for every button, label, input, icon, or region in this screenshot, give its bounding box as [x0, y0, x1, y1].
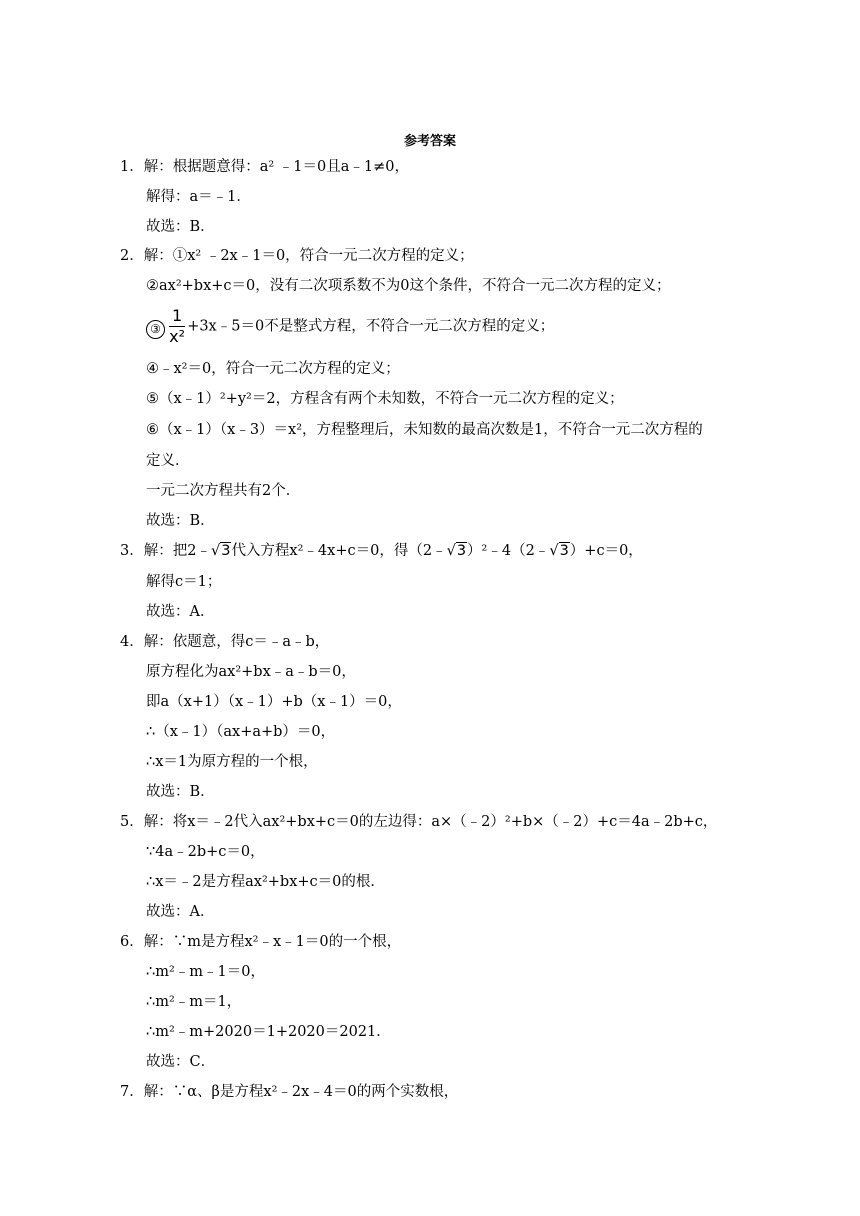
answer-2-line: 定义． — [146, 453, 190, 469]
sqrt-value: 3 — [221, 543, 231, 559]
fraction — [169, 306, 185, 347]
answer-2-line: 2．解：①x² ﹣2x﹣1＝0，符合一元二次方程的定义； — [120, 248, 474, 264]
answer-7-line: 7．解：∵α、β是方程x²﹣2x﹣4＝0的两个实数根， — [120, 1084, 459, 1100]
text-segment: ）²﹣4（2﹣ — [467, 543, 550, 559]
text-segment: 代入方程x²﹣4x+c＝0，得（2﹣ — [231, 543, 447, 559]
sqrt-3: √3 — [549, 543, 569, 559]
answer-2-fraction-line — [146, 306, 554, 347]
answer-4-line: ∴x＝1为原方程的一个根， — [146, 754, 318, 770]
answer-4-line: 4．解：依题意，得c＝﹣a﹣b， — [120, 634, 330, 650]
answer-1-line: 解得：a＝﹣1． — [146, 189, 251, 205]
circled-number-3: ③ — [146, 320, 165, 339]
fraction-numerator: 1 — [169, 306, 185, 327]
sqrt-value: 3 — [456, 543, 467, 559]
sqrt-3: √3 — [446, 543, 467, 559]
answer-6-line: ∴m²﹣m+2020＝1+2020＝2021． — [146, 1024, 391, 1040]
answer-5-line: ∴x＝﹣2是方程ax²+bx+c＝0的根． — [146, 874, 385, 890]
answer-6-line: ∴m²﹣m﹣1＝0， — [146, 964, 265, 980]
answer-2-line: 故选：B． — [146, 513, 215, 529]
sqrt-value: 3 — [559, 543, 569, 559]
fraction-denominator: x² — [169, 327, 186, 346]
answer-1-line: 故选：B． — [146, 219, 215, 235]
page-title: 参考答案 — [403, 134, 456, 149]
answer-6-line: 6．解：∵m是方程x²﹣x﹣1＝0的一个根， — [120, 934, 402, 950]
sqrt-3: √3 — [210, 543, 231, 559]
answer-4-line: ∴（x﹣1）（ax+a+b）＝0， — [146, 724, 336, 740]
answer-2-line: ④﹣x²＝0，符合一元二次方程的定义； — [146, 361, 400, 377]
answer-5-line: 故选：A． — [146, 904, 215, 920]
answer-1-line: 1．解：根据题意得：a² ﹣1＝0且a﹣1≠0， — [120, 159, 409, 175]
answer-4-line: 故选：B． — [146, 784, 215, 800]
answer-6-line: ∴m²﹣m＝1， — [146, 994, 242, 1010]
answer-2-line: 一元二次方程共有2个． — [146, 483, 301, 499]
text-segment: ）+c＝0， — [569, 543, 643, 559]
text-segment: 3．解：把2﹣ — [120, 543, 211, 559]
answer-3-line: 解得c＝1； — [146, 574, 222, 590]
answer-2-line: ⑤（x﹣1）²+y²＝2，方程含有两个未知数，不符合一元二次方程的定义； — [146, 391, 624, 407]
answer-3-sqrt-line — [120, 541, 643, 561]
answer-5-line: 5．解：将x＝﹣2代入ax²+bx+c＝0的左边得：a×（﹣2）²+b×（﹣2）+c＝4a﹣2b+c， — [120, 814, 718, 830]
answer-2-line: ②ax²+bx+c＝0，没有二次项系数不为0这个条件，不符合一元二次方程的定义； — [146, 278, 671, 294]
answer-3-line: 故选：A． — [146, 604, 215, 620]
answer-2-line: ⑥（x﹣1）（x﹣3）＝x²，方程整理后，未知数的最高次数是1，不符合一元二次方程的 — [146, 422, 703, 438]
answer-5-line: ∵4a﹣2b+c＝0， — [146, 844, 265, 860]
answer-4-line: 即a（x+1）（x﹣1）+b（x﹣1）＝0， — [146, 694, 402, 710]
answer-6-line: 故选：C． — [146, 1054, 216, 1070]
answer-4-line: 原方程化为ax²+bx﹣a﹣b＝0， — [146, 664, 356, 680]
fraction-line-text: +3x﹣5＝0不是整式方程，不符合一元二次方程的定义； — [187, 318, 555, 335]
